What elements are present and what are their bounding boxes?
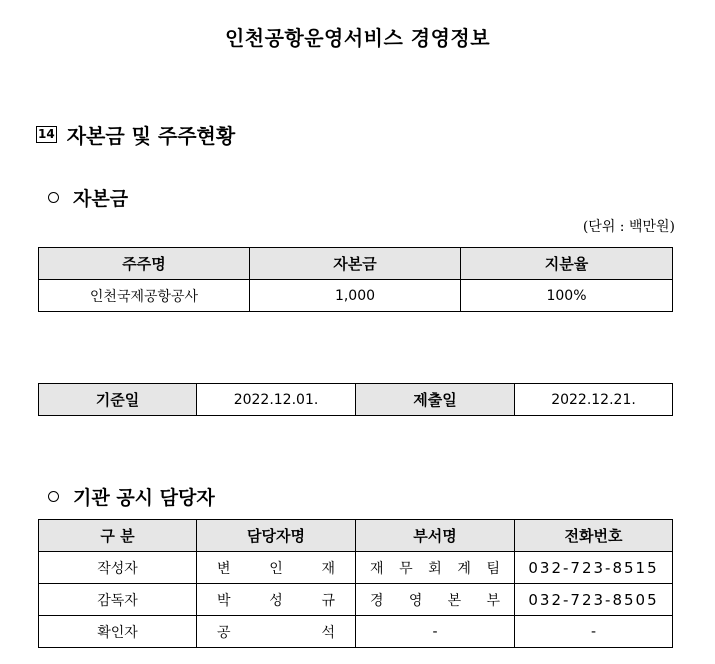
submit-date-value: 2022.12.21. — [515, 384, 673, 416]
unit-note: (단위 : 백만원) — [582, 219, 675, 235]
base-date-label: 기준일 — [39, 384, 197, 416]
submit-date-label: 제출일 — [356, 384, 515, 416]
dates-table — [38, 383, 673, 416]
table-row — [39, 584, 673, 616]
contacts-table-header — [39, 520, 673, 552]
header-department: 부서명 — [356, 520, 515, 552]
contact-role: 확인자 — [39, 616, 197, 648]
capital-amount: 1,000 — [250, 280, 461, 312]
document-title: 인천공항운영서비스 경영정보 — [224, 26, 491, 50]
header-phone: 전화번호 — [515, 520, 673, 552]
contact-department: - — [356, 616, 515, 648]
header-capital: 자본금 — [250, 248, 461, 280]
contact-department: 경 영 본 부 — [356, 584, 515, 616]
table-row — [39, 552, 673, 584]
header-person: 담당자명 — [197, 520, 356, 552]
contacts-table — [38, 519, 673, 648]
capital-subheading — [48, 184, 128, 211]
circle-bullet-icon — [48, 192, 59, 203]
header-shareholder: 주주명 — [39, 248, 250, 280]
contact-role: 감독자 — [39, 584, 197, 616]
contacts-heading-text: 기관 공시 담당자 — [73, 487, 215, 509]
contacts-subheading — [48, 483, 215, 510]
contact-name: 박 성 규 — [197, 584, 356, 616]
section-heading — [36, 120, 235, 149]
capital-table — [38, 247, 673, 312]
contact-name: 변 인 재 — [197, 552, 356, 584]
section-number-box: 14 — [38, 127, 55, 141]
shareholder-name: 인천국제공항공사 — [39, 280, 250, 312]
header-share-ratio: 지분율 — [461, 248, 673, 280]
capital-table-header — [39, 248, 673, 280]
capital-heading-text: 자본금 — [73, 188, 129, 210]
contact-phone: - — [515, 616, 673, 648]
table-row — [39, 616, 673, 648]
contact-department: 재 무 회 계 팀 — [356, 552, 515, 584]
table-row — [39, 384, 673, 416]
circle-bullet-icon — [48, 491, 59, 502]
header-category: 구 분 — [39, 520, 197, 552]
base-date-value: 2022.12.01. — [197, 384, 356, 416]
contact-role: 작성자 — [39, 552, 197, 584]
table-row — [39, 280, 673, 312]
share-ratio: 100% — [461, 280, 673, 312]
contact-phone: 032-723-8505 — [515, 584, 673, 616]
section-title: 자본금 및 주주현황 — [66, 124, 236, 148]
contact-name: 공 석 — [197, 616, 356, 648]
contact-phone: 032-723-8515 — [515, 552, 673, 584]
